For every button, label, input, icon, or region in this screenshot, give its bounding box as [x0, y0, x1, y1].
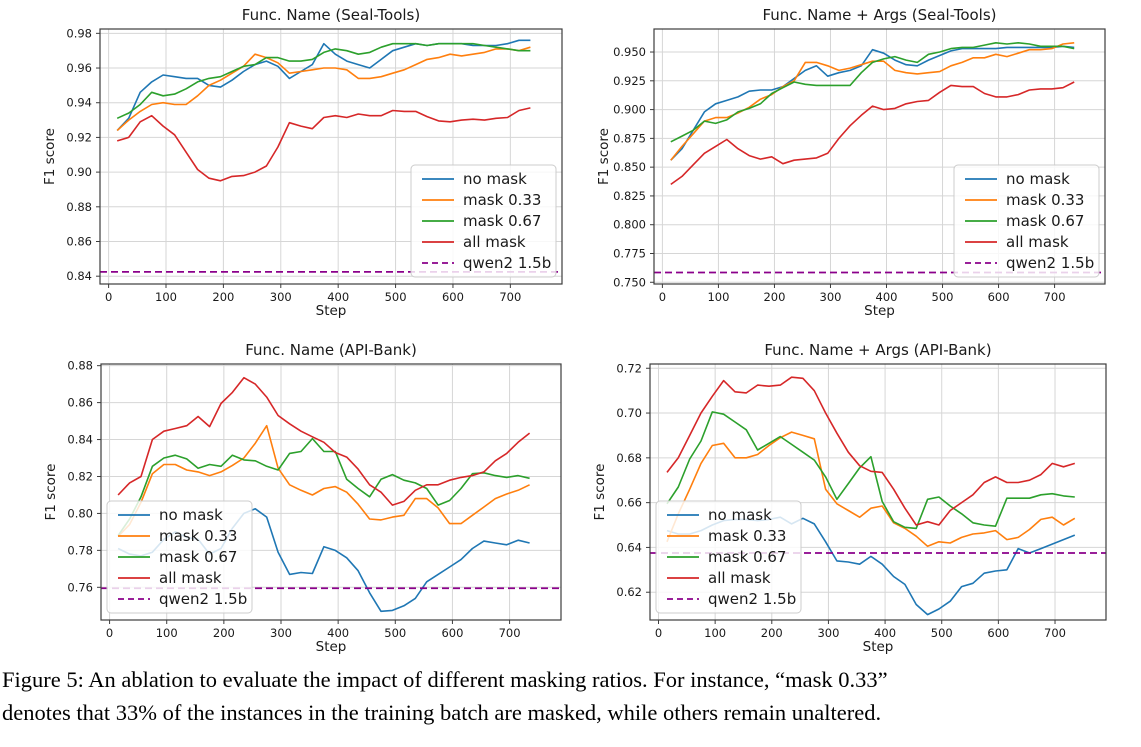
- svg-text:300: 300: [819, 290, 842, 304]
- legend-label: all mask: [463, 233, 526, 251]
- chart-func-name-seal-tools: [42, 6, 562, 319]
- svg-text:500: 500: [931, 290, 954, 304]
- svg-text:300: 300: [817, 626, 840, 640]
- svg-text:0.90: 0.90: [66, 165, 92, 180]
- svg-text:600: 600: [441, 626, 464, 640]
- x-axis-label: Step: [315, 639, 347, 655]
- legend-label: mask 0.67: [463, 212, 542, 230]
- svg-text:0.62: 0.62: [616, 585, 642, 600]
- legend-label: no mask: [159, 506, 223, 524]
- legend-label: all mask: [708, 569, 771, 587]
- svg-text:200: 200: [212, 626, 235, 640]
- svg-text:700: 700: [498, 626, 521, 640]
- svg-text:300: 300: [270, 626, 292, 640]
- x-axis-label: Step: [862, 639, 894, 655]
- svg-text:300: 300: [269, 290, 292, 304]
- svg-text:0.775: 0.775: [613, 246, 646, 261]
- legend-label: qwen2 1.5b: [159, 590, 248, 608]
- chart-title: Func. Name + Args (Seal-Tools): [762, 6, 997, 24]
- chart-title: Func. Name (API-Bank): [245, 341, 417, 359]
- svg-text:600: 600: [441, 290, 464, 304]
- caption-line-2: denotes that 33% of the instances in the training batch are masked, while others remain unaltered.: [2, 700, 882, 725]
- svg-text:0.850: 0.850: [613, 160, 646, 175]
- legend-label: qwen2 1.5b: [463, 254, 552, 272]
- svg-text:100: 100: [155, 290, 177, 304]
- svg-text:500: 500: [384, 290, 407, 304]
- y-axis-label: F1 score: [43, 463, 59, 521]
- svg-text:0.825: 0.825: [613, 188, 646, 203]
- svg-text:0.900: 0.900: [613, 102, 646, 117]
- legend-label: qwen2 1.5b: [1006, 254, 1095, 272]
- legend-label: mask 0.33: [159, 527, 238, 545]
- y-axis-label: F1 score: [596, 128, 612, 185]
- caption-line-1: Figure 5: An ablation to evaluate the impact of different masking ratios. For instance, “mask 0.33”: [2, 667, 888, 692]
- legend: [954, 165, 1099, 277]
- legend-label: mask 0.33: [708, 527, 787, 545]
- svg-text:400: 400: [874, 626, 897, 640]
- svg-text:500: 500: [384, 626, 407, 640]
- svg-text:0.925: 0.925: [613, 73, 646, 88]
- svg-text:0.86: 0.86: [67, 395, 93, 410]
- svg-text:0.94: 0.94: [66, 95, 92, 110]
- svg-text:200: 200: [763, 290, 786, 304]
- legend-label: no mask: [1006, 170, 1070, 188]
- svg-text:0.82: 0.82: [67, 469, 93, 484]
- svg-text:0.70: 0.70: [616, 406, 642, 421]
- svg-text:0.80: 0.80: [67, 506, 93, 521]
- legend-label: no mask: [463, 170, 527, 188]
- legend-label: mask 0.33: [463, 191, 542, 209]
- legend-label: mask 0.67: [708, 548, 787, 566]
- chart-func-name-api-bank: [43, 341, 561, 655]
- svg-text:0.66: 0.66: [616, 495, 642, 510]
- legend-label: all mask: [159, 569, 222, 587]
- svg-text:200: 200: [760, 626, 783, 640]
- svg-text:700: 700: [499, 290, 522, 304]
- legend: [411, 165, 556, 277]
- chart-title: Func. Name (Seal-Tools): [241, 6, 421, 24]
- svg-text:700: 700: [1044, 626, 1066, 640]
- svg-text:0.750: 0.750: [613, 275, 646, 290]
- x-axis-label: Step: [864, 303, 895, 319]
- svg-text:0.72: 0.72: [616, 361, 642, 376]
- legend: [107, 501, 252, 613]
- svg-text:0.78: 0.78: [67, 543, 93, 558]
- chart-func-name-args-api-bank: [592, 341, 1106, 655]
- svg-text:100: 100: [704, 626, 727, 640]
- svg-text:100: 100: [155, 626, 178, 640]
- svg-text:0.76: 0.76: [67, 580, 93, 595]
- chart-title: Func. Name + Args (API-Bank): [764, 341, 992, 359]
- svg-text:0.950: 0.950: [613, 45, 646, 60]
- series-mask_067-line: [671, 43, 1074, 142]
- svg-text:0: 0: [105, 626, 114, 640]
- legend-label: mask 0.67: [159, 548, 238, 566]
- svg-text:0.64: 0.64: [616, 540, 642, 555]
- svg-text:400: 400: [327, 626, 350, 640]
- svg-text:0.96: 0.96: [66, 61, 92, 76]
- svg-text:0.875: 0.875: [613, 131, 646, 146]
- svg-text:400: 400: [327, 290, 350, 304]
- svg-text:0.84: 0.84: [66, 269, 92, 284]
- svg-text:700: 700: [1043, 290, 1066, 304]
- svg-text:0.68: 0.68: [616, 450, 642, 465]
- svg-text:0: 0: [658, 290, 667, 304]
- svg-text:0.84: 0.84: [67, 432, 93, 447]
- svg-text:0: 0: [654, 626, 663, 640]
- legend-label: no mask: [708, 506, 772, 524]
- svg-text:0.88: 0.88: [66, 199, 92, 214]
- svg-text:500: 500: [930, 626, 953, 640]
- svg-text:600: 600: [987, 290, 1010, 304]
- series-all_mask-line: [118, 378, 529, 505]
- svg-text:0.88: 0.88: [67, 358, 93, 373]
- y-axis-label: F1 score: [42, 128, 58, 185]
- chart-func-name-args-seal-tools: [596, 6, 1105, 319]
- legend: [656, 501, 801, 613]
- svg-text:600: 600: [987, 626, 1010, 640]
- svg-text:0: 0: [104, 290, 113, 304]
- svg-text:0.98: 0.98: [66, 26, 92, 41]
- svg-text:200: 200: [212, 290, 235, 304]
- legend-label: all mask: [1006, 233, 1069, 251]
- svg-text:100: 100: [707, 290, 730, 304]
- x-axis-label: Step: [315, 303, 347, 319]
- svg-text:400: 400: [875, 290, 898, 304]
- legend-label: qwen2 1.5b: [708, 590, 797, 608]
- svg-text:0.92: 0.92: [66, 130, 92, 145]
- figure-caption: [2, 663, 1139, 729]
- svg-text:0.86: 0.86: [66, 234, 92, 249]
- legend-label: mask 0.67: [1006, 212, 1085, 230]
- svg-text:0.800: 0.800: [613, 217, 646, 232]
- legend-label: mask 0.33: [1006, 191, 1085, 209]
- y-axis-label: F1 score: [592, 463, 608, 521]
